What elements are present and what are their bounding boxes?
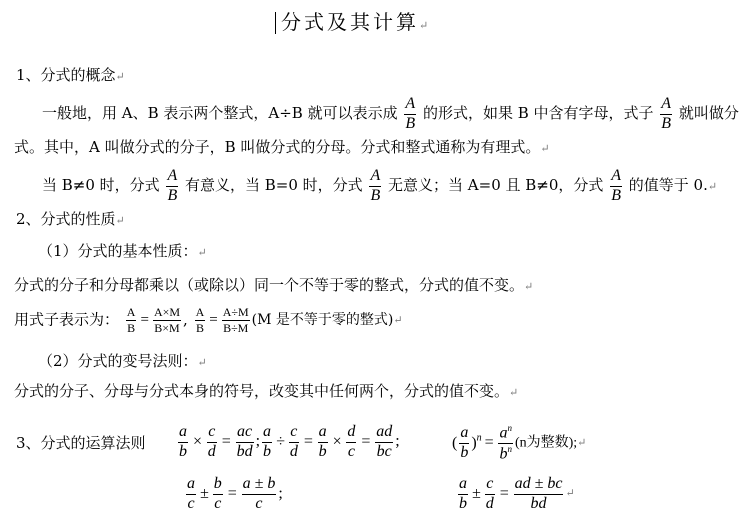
fraction-a-over-b: $\frac{A}{B}$ (370, 167, 381, 204)
section-3-heading: 3、分式的运算法则 (16, 434, 146, 452)
fraction-a-over-b: $\frac{A}{B}$ (167, 167, 178, 204)
section-1-line-3: 当 B≠0 时，分式 $\frac{A}{B}$ 有意义，当 B=0 时，分式 $\frac{A}{B}$ 无意义；当 A=0 且 B≠0，分式 $\frac{A}{B}$ 的值等于 0.↵ (42, 167, 718, 204)
fraction-a-over-b: $\frac{A}{B}$ (661, 95, 672, 132)
section-2-sub-2: （2）分式的变号法则：↵ (38, 352, 207, 370)
fraction-a-over-b: $\frac{A}{B}$ (126, 305, 136, 335)
fraction-a-over-b: $\frac{A}{B}$ (195, 305, 205, 335)
mul-div-rule: $\frac{a}{b}$ × $\frac{c}{d}$ = $\frac{ac}{bd}$ ; $\frac{a}{b}$ ÷ $\frac{c}{d}$ = $\frac{a}{b}$ × $\frac{d}{c}$ = $\frac{ad}{bc}$ ; (179, 423, 400, 460)
fraction-am-over-bm: $\frac{A\times M}{B\times M}$ (153, 305, 181, 335)
section-2-heading: 2、分式的性质↵ (16, 210, 125, 228)
section-1-line-2: 式。其中，A 叫做分式的分子，B 叫做分式的分母。分式和整式通称为有理式。↵ (14, 138, 550, 156)
section-1-line-1: 一般地，用 A、B 表示两个整式，A÷B 就可以表示成 $\frac{A}{B}$ 的形式，如果 B 中含有字母，式子 $\frac{A}{B}$ 就叫做分 (42, 95, 739, 132)
fraction-a-div-m-over-b-div-m: $\frac{A\div M}{B\div M}$ (222, 305, 249, 335)
same-denominator-add-rule: $\frac{a}{c}$ ± $\frac{b}{c}$ = $\frac{a \pm b}{c}$ ; (187, 475, 283, 512)
section-2-formula-line: 用式子表示为： $\frac{A}{B}$ = $\frac{A\times M}{B\times M}$ , $\frac{A}{B}$ = $\frac{A\div M}{B\div M}$ (M 是不等于零的整式)↵ (14, 305, 403, 335)
section-1-heading: 1、分式的概念↵ (16, 66, 125, 84)
power-rule: ( $\frac{a}{b}$ )$^n$ = $\frac{a^n}{b^n}$ (n为整数);↵ (452, 423, 587, 463)
fraction-a-over-b: $\frac{A}{B}$ (405, 95, 416, 132)
section-2-rule-2: 分式的分子、分母与分式本身的符号，改变其中任何两个，分式的值不变。↵ (14, 382, 519, 400)
different-denominator-add-rule: $\frac{a}{b}$ ± $\frac{c}{d}$ = $\frac{ad \pm bc}{bd}$ ↵ (459, 475, 575, 512)
text-cursor (275, 12, 276, 34)
page-title: 分式及其计算↵ (281, 10, 432, 34)
section-2-sub-1: （1）分式的基本性质：↵ (38, 242, 207, 260)
section-2-rule-1: 分式的分子和分母都乘以（或除以）同一个不等于零的整式，分式的值不变。↵ (14, 276, 534, 294)
fraction-a-over-b: $\frac{A}{B}$ (611, 167, 621, 204)
